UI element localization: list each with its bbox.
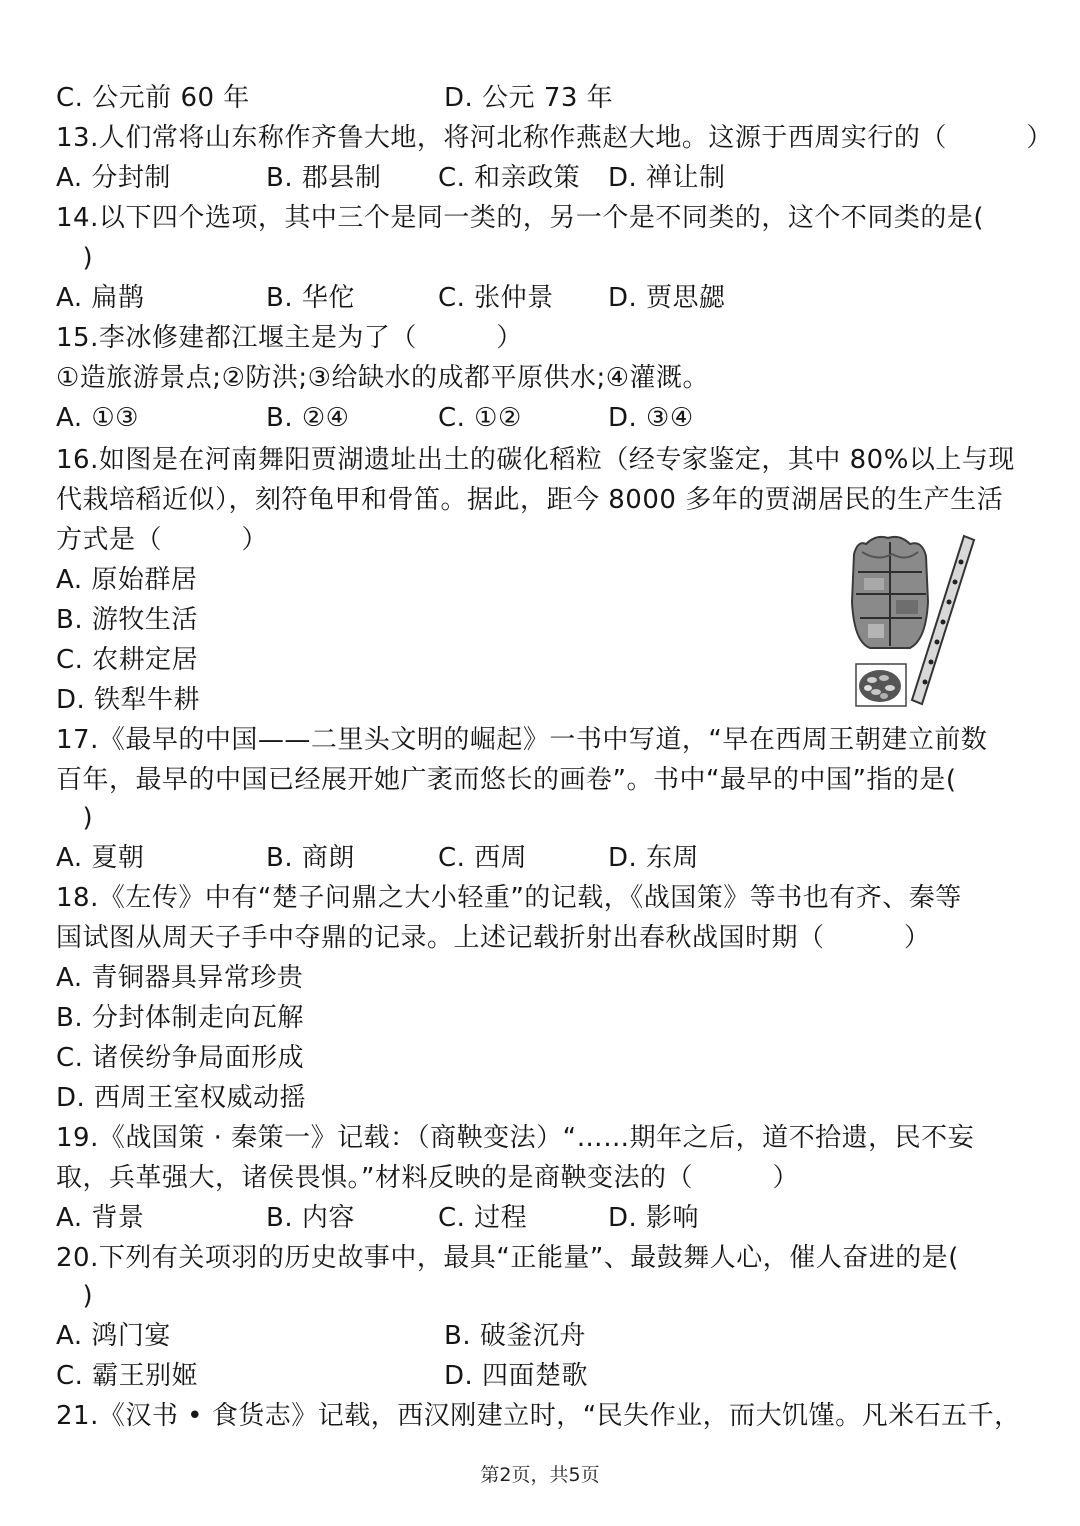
q19-option-d: D. 影响 (608, 1203, 700, 1233)
q14-option-b: B. 华佗 (266, 283, 355, 313)
q17-option-d: D. 东周 (608, 843, 700, 873)
q14-option-d: D. 贾思勰 (608, 283, 726, 313)
q14-stem: 14.以下四个选项，其中三个是同一类的，另一个是不同类的，这个不同类的是( (56, 203, 984, 233)
q16-option-b: B. 游牧生活 (56, 605, 198, 635)
q15-option-c: C. ①② (438, 403, 522, 433)
jiahu-artifacts-figure (848, 532, 980, 710)
q13-option-a: A. 分封制 (56, 163, 171, 193)
q17-option-c: C. 西周 (438, 843, 528, 873)
page-number: 第2页，共5页 (480, 1464, 600, 1486)
q20-option-a: A. 鸿门宴 (56, 1321, 171, 1351)
q19-stem-line1: 19.《战国策 · 秦策一》记载：（商鞅变法）“……期年之后，道不拾遗，民不妄 (56, 1123, 975, 1153)
q15-option-b: B. ②④ (266, 403, 350, 433)
q16-option-d: D. 铁犁牛耕 (56, 685, 201, 715)
q14-option-c: C. 张仲景 (438, 283, 554, 313)
q20-option-c: C. 霸王别姬 (56, 1361, 199, 1391)
q15-items: ①造旅游景点;②防洪;③给缺水的成都平原供水;④灌溉。 (56, 363, 710, 393)
tortoise-shell-icon (852, 537, 928, 648)
q17-option-b: B. 商朗 (266, 843, 355, 873)
q20-option-b: B. 破釜沉舟 (444, 1321, 586, 1351)
q13-option-c: C. 和亲政策 (438, 163, 581, 193)
q16-option-c: C. 农耕定居 (56, 645, 199, 675)
q17-option-a: A. 夏朝 (56, 843, 145, 873)
q16-stem-line3: 方式是（ ） (56, 525, 269, 555)
q20-option-d: D. 四面楚歌 (444, 1361, 589, 1391)
q18-option-a: A. 青铜器具异常珍贵 (56, 963, 304, 993)
q13-stem: 13.人们常将山东称作齐鲁大地，将河北称作燕赵大地。这源于西周实行的（ ） (56, 123, 1053, 153)
q15-option-a: A. ①③ (56, 403, 139, 433)
q14-stem-cont: ) (56, 243, 94, 273)
q18-option-d: D. 西周王室权威动摇 (56, 1083, 307, 1113)
q12-option-c: C. 公元前 60 年 (56, 83, 250, 113)
q13-option-b: B. 郡县制 (266, 163, 382, 193)
q17-stem-line3: ) (56, 803, 94, 833)
q15-option-d: D. ③④ (608, 403, 694, 433)
q13-option-d: D. 禅让制 (608, 163, 726, 193)
q20-stem: 20.下列有关项羽的历史故事中，最具“正能量”、最鼓舞人心，催人奋进的是( (56, 1243, 959, 1273)
q17-stem-line1: 17.《最早的中国——二里头文明的崛起》一书中写道，“早在西周王朝建立前数 (56, 725, 988, 755)
q14-option-a: A. 扁鹊 (56, 283, 145, 313)
q18-stem-line2: 国试图从周天子手中夺鼎的记录。上述记载折射出春秋战国时期（ ） (56, 923, 931, 953)
q19-option-b: B. 内容 (266, 1203, 355, 1233)
q12-option-d: D. 公元 73 年 (444, 83, 614, 113)
q16-option-a: A. 原始群居 (56, 565, 198, 595)
q19-option-a: A. 背景 (56, 1203, 145, 1233)
q17-stem-line2: 百年，最早的中国已经展开她广袤而悠长的画卷”。书中“最早的中国”指的是( (56, 765, 957, 795)
q18-option-b: B. 分封体制走向瓦解 (56, 1003, 304, 1033)
q18-option-c: C. 诸侯纷争局面形成 (56, 1043, 305, 1073)
q21-stem-line1: 21.《汉书 • 食货志》记载，西汉刚建立时，“民失作业，而大饥馑。凡米石五千， (56, 1401, 1021, 1431)
carbonized-rice-icon (856, 664, 906, 706)
q19-stem-line2: 取，兵革强大，诸侯畏惧。”材料反映的是商鞅变法的（ ） (56, 1163, 799, 1193)
q15-stem: 15.李冰修建都江堰主是为了（ ） (56, 323, 523, 353)
q19-option-c: C. 过程 (438, 1203, 528, 1233)
q18-stem-line1: 18.《左传》中有“楚子问鼎之大小轻重”的记载，《战国策》等书也有齐、秦等 (56, 883, 962, 913)
q20-stem-cont: ) (56, 1281, 94, 1311)
q16-stem-line2: 代栽培稻近似），刻符龟甲和骨笛。据此，距今 8000 多年的贾湖居民的生产生活 (56, 485, 1004, 515)
q16-stem-line1: 16.如图是在河南舞阳贾湖遗址出土的碳化稻粒（经专家鉴定，其中 80%以上与现 (56, 445, 1015, 475)
